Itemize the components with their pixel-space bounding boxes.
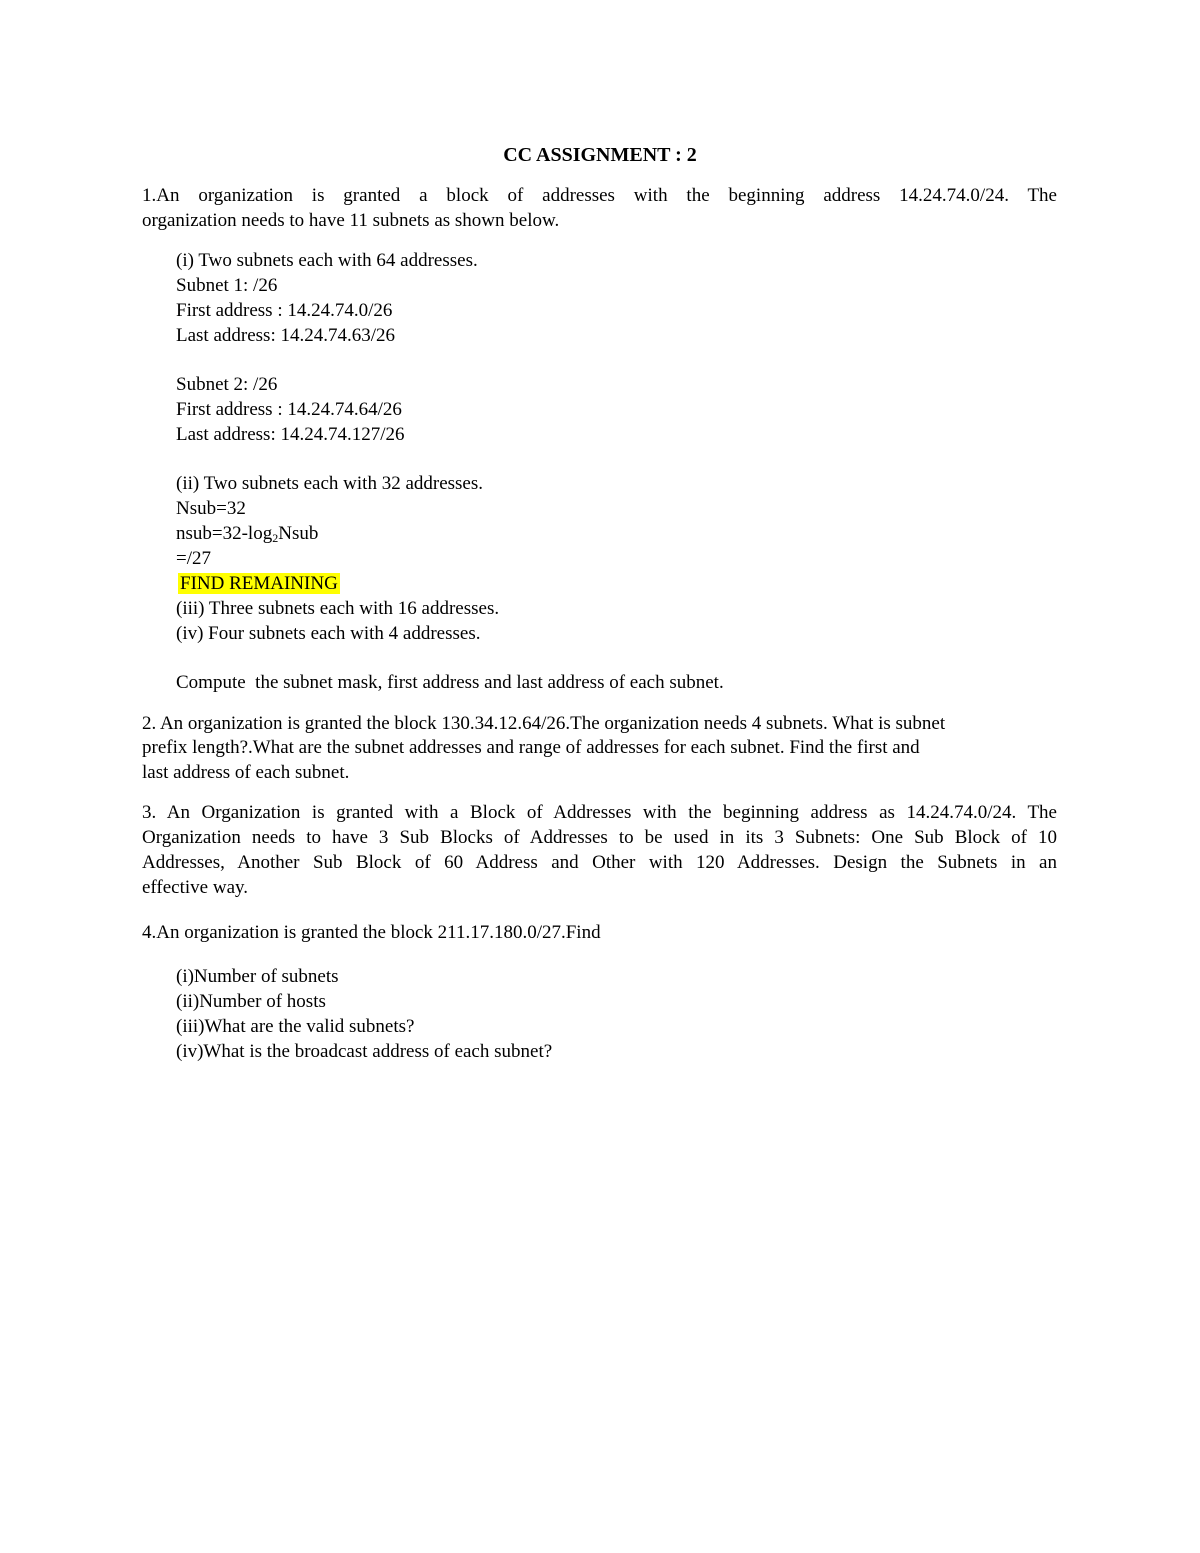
find-remaining-highlight: FIND REMAINING xyxy=(180,573,338,594)
find-remaining-note xyxy=(178,572,340,596)
document-title: CC ASSIGNMENT : 2 xyxy=(503,144,697,166)
q4-text-line-1: 4.An organization is granted the block 211.17.180.0/27.Find xyxy=(142,922,601,943)
nsub-value: Nsub=32 xyxy=(176,498,246,519)
q1-part-i-heading: (i) Two subnets each with 64 addresses. xyxy=(176,250,478,271)
prefix-result: =/27 xyxy=(176,548,211,569)
formula-log-base: 2 xyxy=(272,531,279,545)
q1-part-ii-heading: (ii) Two subnets each with 32 addresses. xyxy=(176,473,484,494)
q4-item-4: (iv)What is the broadcast address of each subnet? xyxy=(176,1041,553,1062)
q3-text-line-2: Organization needs to have 3 Sub Blocks of Addresses to be used in its 3 Subnets: One Sub Block of 10 xyxy=(142,827,1057,848)
q3-text-line-1: 3. An Organization is granted with a Block of Addresses with the beginning address as 14.24.74.0/24. The xyxy=(142,802,1057,823)
q3-text-line-4: effective way. xyxy=(142,877,249,898)
q1-part-iii: (iii) Three subnets each with 16 addresses. xyxy=(176,598,500,619)
subnet2-last-address: Last address: 14.24.74.127/26 xyxy=(176,424,405,445)
q3-text-line-3: Addresses, Another Sub Block of 60 Address and Other with 120 Addresses. Design the Subnets in an xyxy=(142,852,1057,873)
q2-text-line-3: last address of each subnet. xyxy=(142,762,350,783)
q1-text-line-1: 1.An organization is granted a block of addresses with the beginning address 14.24.74.0/24. The xyxy=(142,185,1057,206)
subnet1-label: Subnet 1: /26 xyxy=(176,275,278,296)
q2-text-line-2: prefix length?.What are the subnet addresses and range of addresses for each subnet. Find the first and xyxy=(142,737,920,758)
formula-prefix: nsub=32-log xyxy=(176,523,273,544)
q1-compute-instruction: Compute the subnet mask, first address and last address of each subnet. xyxy=(176,672,724,693)
subnet2-first-address: First address : 14.24.74.64/26 xyxy=(176,399,402,420)
q4-item-2: (ii)Number of hosts xyxy=(176,991,326,1012)
subnet1-last-address: Last address: 14.24.74.63/26 xyxy=(176,325,396,346)
nsub-formula xyxy=(176,522,318,546)
formula-suffix: Nsub xyxy=(278,523,319,544)
q1-text-line-2: organization needs to have 11 subnets as shown below. xyxy=(142,210,560,231)
subnet1-first-address: First address : 14.24.74.0/26 xyxy=(176,300,393,321)
q1-part-iv: (iv) Four subnets each with 4 addresses. xyxy=(176,623,481,644)
subnet2-label: Subnet 2: /26 xyxy=(176,374,278,395)
q2-text-line-1: 2. An organization is granted the block 130.34.12.64/26.The organization needs 4 subnets. What is subnet xyxy=(142,713,946,734)
q4-item-1: (i)Number of subnets xyxy=(176,966,339,987)
q4-item-3: (iii)What are the valid subnets? xyxy=(176,1016,415,1037)
